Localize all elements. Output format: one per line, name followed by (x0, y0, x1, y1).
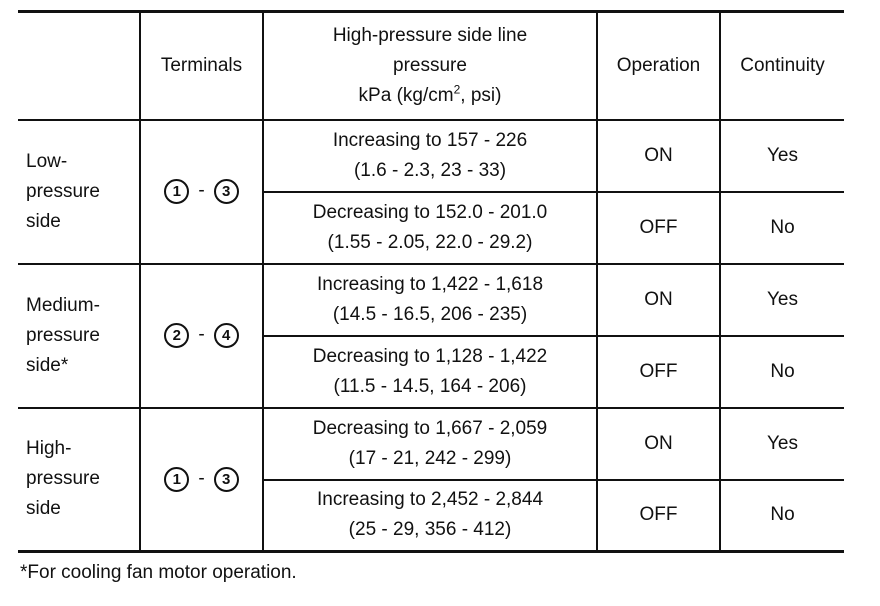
terminal-number-badge: 1 (164, 467, 189, 492)
terminal-number-badge: 2 (164, 323, 189, 348)
pressure-cell: Decreasing to 1,667 - 2,059 (17 - 21, 242 - 299) (263, 408, 597, 480)
terminal-number-badge: 3 (214, 467, 239, 492)
pressure-cell: Increasing to 2,452 - 2,844 (25 - 29, 356 - 412) (263, 480, 597, 552)
table-row (18, 408, 844, 480)
pressure-cell: Increasing to 157 - 226 (1.6 - 2.3, 23 - 33) (263, 120, 597, 192)
continuity-cell: Yes (720, 120, 844, 192)
header-pressure (263, 12, 597, 120)
table-row (18, 120, 844, 192)
continuity-cell: No (720, 336, 844, 408)
operation-cell: ON (597, 264, 720, 336)
continuity-cell: No (720, 480, 844, 552)
operation-cell: OFF (597, 192, 720, 264)
header-operation: Operation (597, 12, 720, 120)
header-terminals: Terminals (140, 12, 263, 120)
pressure-cell: Increasing to 1,422 - 1,618 (14.5 - 16.5, 206 - 235) (263, 264, 597, 336)
operation-cell: ON (597, 120, 720, 192)
header-pressure-line1: High-pressure side line (332, 24, 528, 46)
operation-cell: OFF (597, 336, 720, 408)
header-pressure-line2: pressure (393, 54, 467, 76)
footnote: *For cooling fan motor operation. (20, 562, 297, 583)
header-row (18, 12, 844, 120)
pressure-cell: Decreasing to 1,128 - 1,422 (11.5 - 14.5, 164 - 206) (263, 336, 597, 408)
continuity-cell: No (720, 192, 844, 264)
header-continuity: Continuity (720, 12, 844, 120)
terminal-number-badge: 4 (214, 323, 239, 348)
pressure-cell: Decreasing to 152.0 - 201.0 (1.55 - 2.05, 22.0 - 29.2) (263, 192, 597, 264)
terminal-number-badge: 1 (164, 179, 189, 204)
terminals-cell: 1 - 3 (140, 408, 263, 552)
terminals-cell: 2 - 4 (140, 264, 263, 408)
header-pressure-line3: kPa ($kg/cm^2$, psi) (358, 82, 502, 106)
continuity-cell: Yes (720, 408, 844, 480)
side-label-low: Low- pressure side (26, 150, 100, 232)
side-label-high: High- pressure side (18, 408, 140, 552)
table-row (18, 264, 844, 336)
operation-cell: OFF (597, 480, 720, 552)
pressure-switch-spec-table (18, 10, 844, 553)
operation-cell: ON (597, 408, 720, 480)
header-side (18, 12, 140, 120)
terminal-number-badge: 3 (214, 179, 239, 204)
side-label-medium: Medium- pressure side* (18, 264, 140, 408)
continuity-cell: Yes (720, 264, 844, 336)
terminals-cell: 1 - 3 (140, 120, 263, 264)
